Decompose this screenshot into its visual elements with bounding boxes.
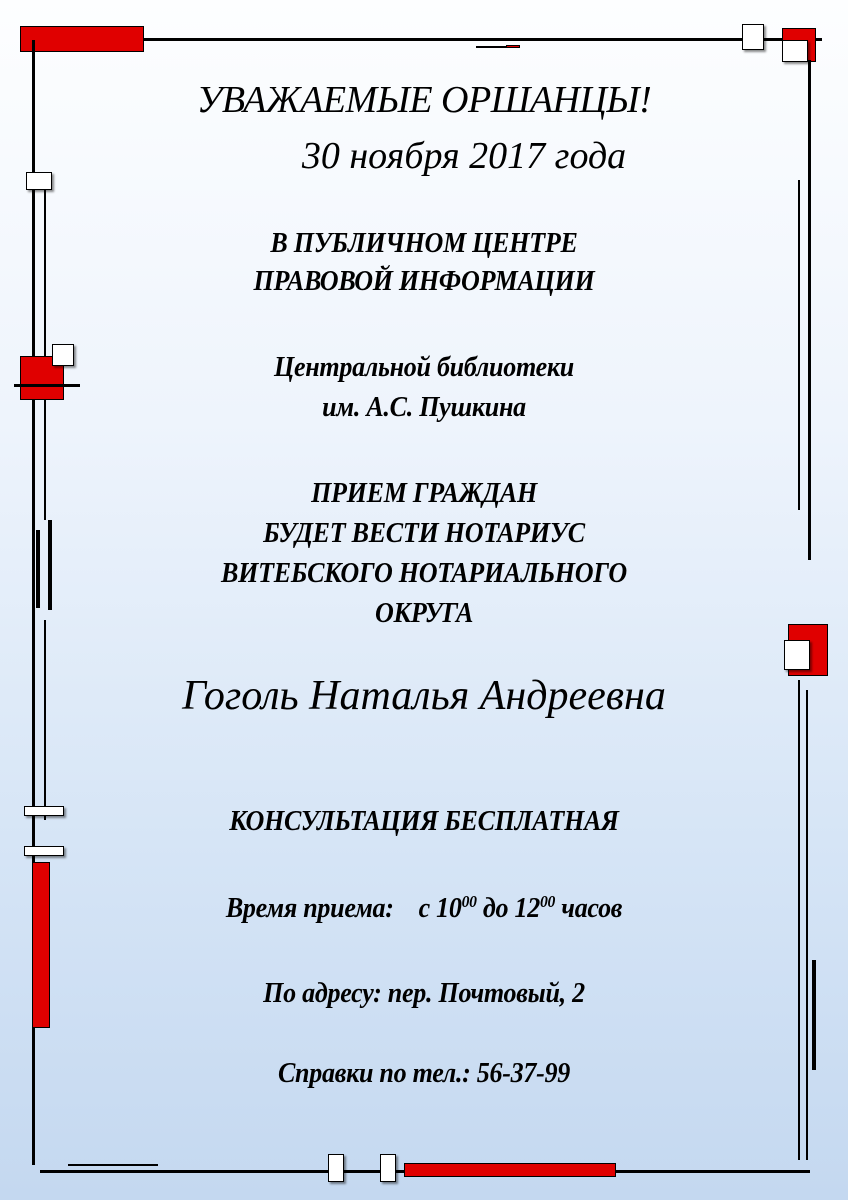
announcement-line-1: ПРИЕМ ГРАЖДАН: [311, 478, 537, 509]
schedule-suffix: часов: [555, 893, 623, 924]
consultation-note: КОНСУЛЬТАЦИЯ БЕСПЛАТНАЯ: [229, 806, 619, 837]
announcement-line-4: ОКРУГА: [374, 598, 474, 629]
greeting-heading: УВАЖАЕМЫЕ ОРШАНЦЫ!: [196, 79, 652, 121]
frame-square-bottom-2: [380, 1154, 396, 1182]
announcement-line-3: ВИТЕБСКОГО НОТАРИАЛЬНОГО: [221, 558, 627, 589]
schedule-from: с 10: [418, 893, 462, 924]
announcement-line-2: БУДЕТ ВЕСТИ НОТАРИУС: [263, 518, 585, 549]
schedule-to: до 12: [476, 893, 541, 924]
library-line-2: им. А.С. Пушкина: [322, 392, 526, 423]
address-line: По адресу: пер. Почтовый, 2: [263, 978, 585, 1009]
frame-square-top-right-1: [742, 24, 764, 50]
frame-top-dash: [476, 46, 506, 48]
frame-square-top-right-2: [782, 40, 808, 62]
frame-right-line-6: [812, 960, 816, 1070]
frame-top-red-dash: [506, 45, 520, 48]
frame-right-line-3: [808, 170, 811, 510]
venue-line-2: ПРАВОВОЙ ИНФОРМАЦИИ: [253, 266, 595, 297]
frame-bar-left-2: [24, 846, 64, 856]
frame-square-right: [784, 640, 810, 670]
library-line-1: Центральной библиотеки: [273, 352, 574, 383]
frame-square-bottom-1: [328, 1154, 344, 1182]
schedule-to-minutes: 00: [540, 892, 556, 911]
phone-line: Справки по тел.: 56-37-99: [277, 1058, 571, 1089]
frame-red-bar-bottom: [404, 1163, 616, 1177]
frame-left-crossbar: [14, 384, 80, 387]
notary-name: Гоголь Наталья Андреевна: [182, 673, 666, 719]
event-date: 30 ноября 2017 года: [301, 135, 627, 177]
schedule-line: [30, 892, 819, 925]
frame-red-block-top-left: [20, 26, 144, 52]
frame-left-line-5: [44, 620, 46, 820]
venue-line-1: В ПУБЛИЧНОМ ЦЕНТРЕ: [270, 228, 578, 259]
schedule-label: Время приема:: [225, 893, 394, 924]
schedule-from-minutes: 00: [461, 892, 477, 911]
frame-bottom-line-2: [68, 1164, 158, 1166]
